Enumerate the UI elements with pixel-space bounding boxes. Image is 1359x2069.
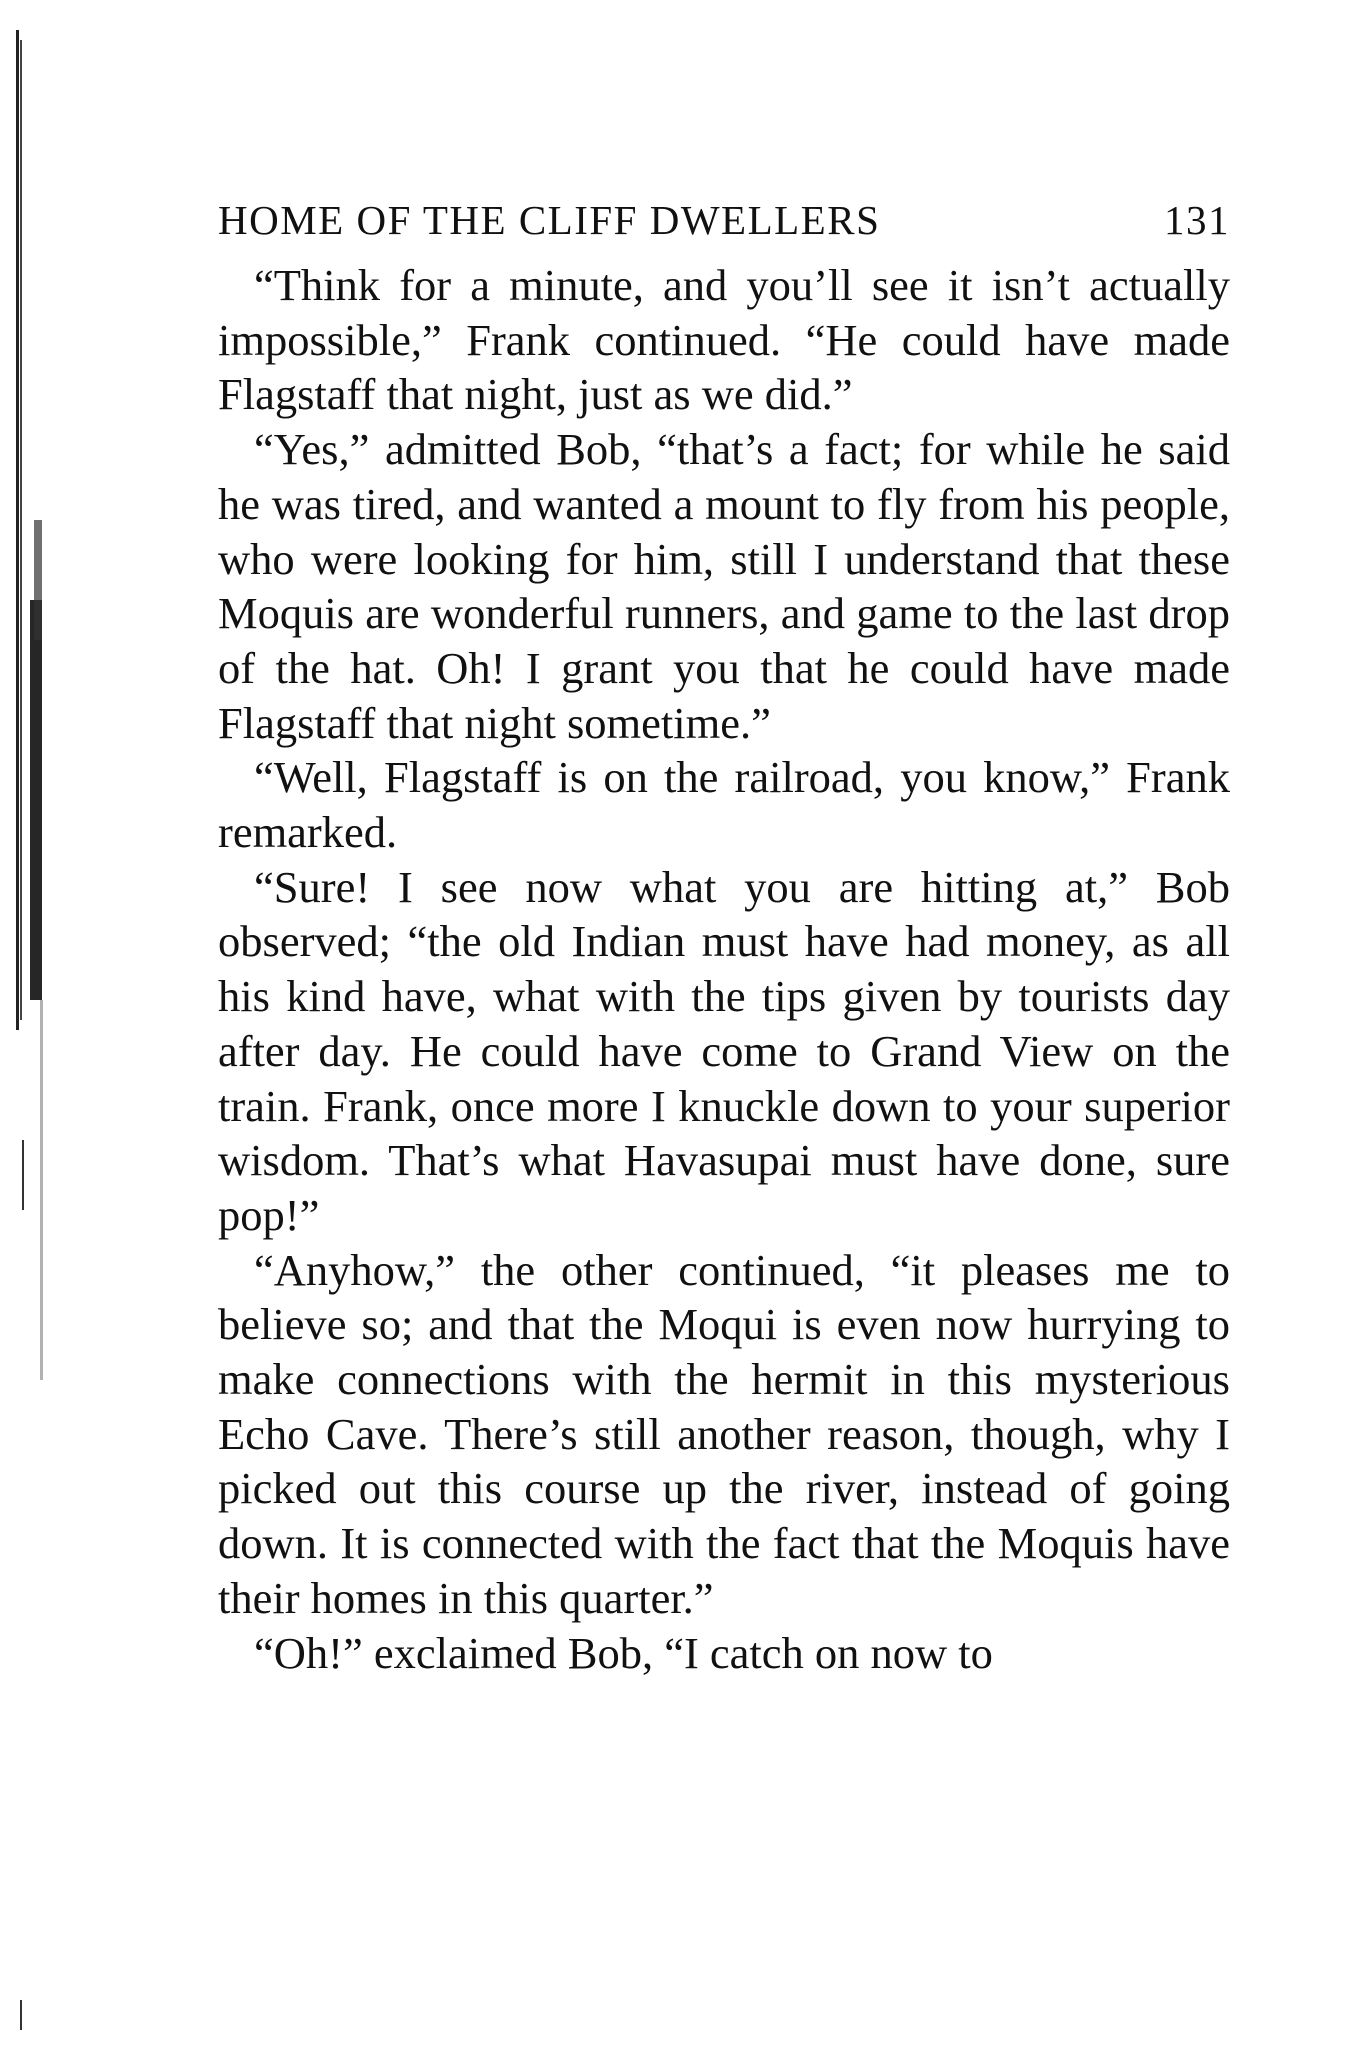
paragraph: “Well, Flagstaff is on the railroad, you know,” Frank remarked. [218,752,1230,858]
body-text [218,258,1230,1680]
binding-shadow [0,0,70,2069]
paragraph: “Yes,” admitted Bob, “that’s a fact; for while he said he was tired, and wanted a mount to fly from his people, who were looking for him, still I understand that these Moquis are wonderful runners, and game to the last drop of the hat. Oh! I grant you that he could have made Flagstaff that night sometime.” [218,424,1230,748]
page-number: 131 [1164,197,1230,243]
paragraph: “Anyhow,” the other continued, “it pleases me to believe so; and that the Moqui is even now hurrying to make connections with the hermit in this mysterious Echo Cave. There’s still another reason, though, why I picked out this course up the river, instead of going down. It is connected with the fact that the Moquis have their homes in this quarter.” [218,1244,1230,1623]
paragraph: “Think for a minute, and you’ll see it isn’t actually impossible,” Frank continued. “He could have made Flagstaff that night, just as we did.” [218,260,1230,420]
chapter-title: HOME OF THE CLIFF DWELLERS [218,197,881,243]
book-page [218,190,1230,1680]
running-head [218,190,1230,250]
paragraph: “Oh!” exclaimed Bob, “I catch on now to [254,1627,993,1678]
paragraph: “Sure! I see now what you are hitting at,” Bob observed; “the old Indian must have had money, as all his kind have, what with the tips given by tourists day after day. He could have come to Grand View on the train. Frank, once more I knuckle down to your superior wisdom. That’s what Havasupai must have done, sure pop!” [218,861,1230,1240]
